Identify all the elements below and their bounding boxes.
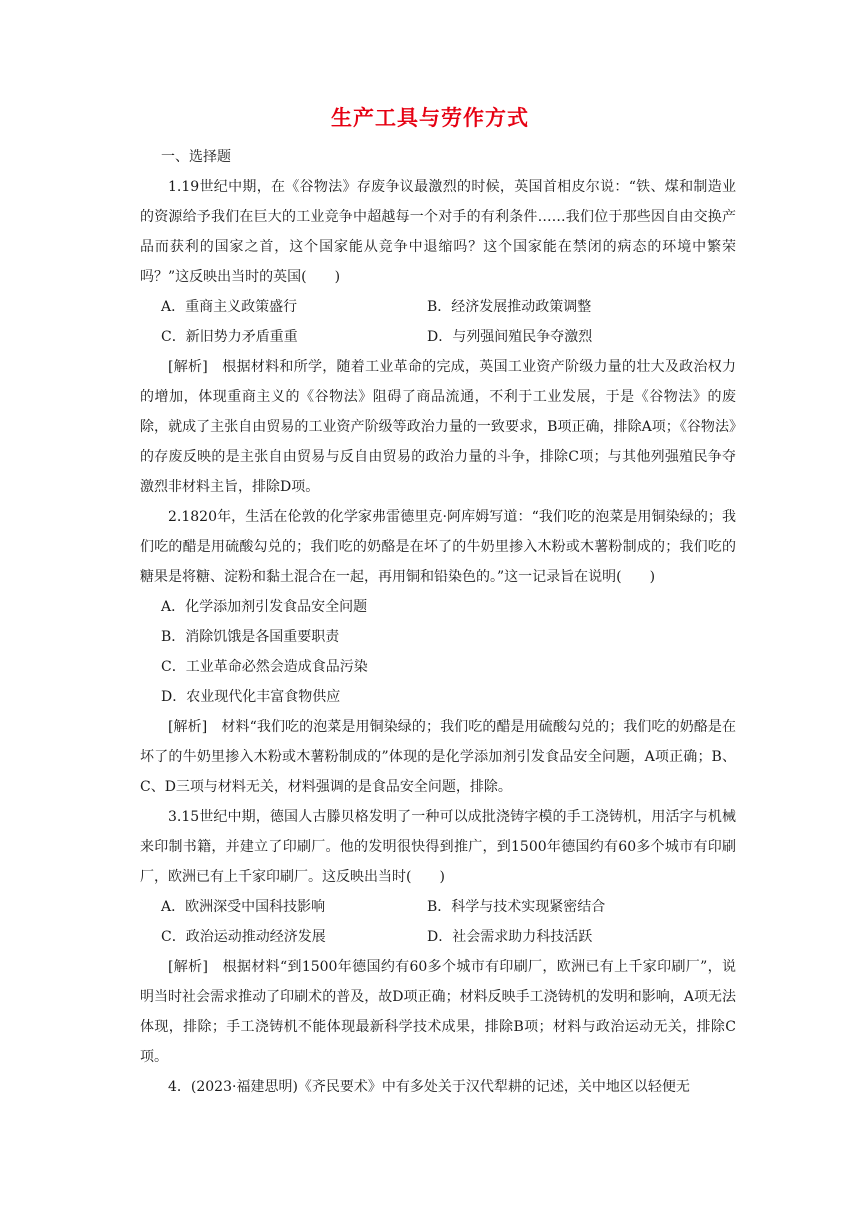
question-1-options-row-2: [140, 322, 736, 352]
question-2-analysis: [解析] 材料“我们吃的泡菜是用铜染绿的；我们吃的醋是用硫酸勾兑的；我们吃的奶酪是在坏了的牛奶里掺入木粉或木薯粉制成的”体现的是化学添加剂引发食品安全问题，A项正确；B、C、D三项与材料无关，材料强调的是食品安全问题，排除。: [140, 719, 736, 795]
question-1-stem: 1.19世纪中期，在《谷物法》存废争议最激烈的时候，英国首相皮尔说：“铁、煤和制造业的资源给予我们在巨大的工业竞争中超越每一个对手的有利条件……我们位于那些因自由交换产品而获利的国家之首，这个国家能从竞争中退缩吗？这个国家能在禁闭的病态的环境中繁荣吗？”这反映出当时的英国( ): [140, 179, 736, 285]
question-2-option-a: A．化学添加剂引发食品安全问题: [161, 599, 368, 615]
question-1-option-c: C．新旧势力矛盾重重: [161, 329, 298, 345]
section-heading: 一、选择题: [161, 149, 231, 165]
question-3-stem: 3.15世纪中期，德国人古滕贝格发明了一种可以成批浇铸字模的手工浇铸机，用活字与机械来印制书籍，并建立了印刷厂。他的发明很快得到推广，到1500年德国约有60多个城市有印刷厂，欧洲已有上千家印刷厂。这反映出当时( ): [140, 809, 736, 885]
question-2-option-b: B．消除饥饿是各国重要职责: [161, 629, 340, 645]
question-1-option-d: D．与列强间殖民争夺激烈: [427, 329, 593, 345]
question-2-option-d: D．农业现代化丰富食物供应: [161, 689, 341, 705]
question-1-option-b: B．经济发展推动政策调整: [427, 299, 592, 315]
question-2-stem: 2.1820年，生活在伦敦的化学家弗雷德里克·阿库姆写道：“我们吃的泡菜是用铜染绿的；我们吃的醋是用硫酸勾兑的；我们吃的奶酪是在坏了的牛奶里掺入木粉或木薯粉制成的；我们吃的糖果是将糖、淀粉和黏土混合在一起，再用铜和铅染色的。”这一记录旨在说明( ): [140, 509, 736, 585]
question-3-analysis: [解析] 根据材料“到1500年德国约有60多个城市有印刷厂，欧洲已有上千家印刷厂”，说明当时社会需求推动了印刷术的普及，故D项正确；材料反映手工浇铸机的发明和影响，A项无法体现，排除；手工浇铸机不能体现最新科学技术成果，排除B项；材料与政治运动无关，排除C项。: [140, 959, 736, 1065]
question-3-option-b: B．科学与技术实现紧密结合: [427, 899, 606, 915]
question-3-option-d: D．社会需求助力科技活跃: [427, 929, 593, 945]
question-2-option-c: C．工业革命必然会造成食品污染: [161, 659, 368, 675]
question-3-option-c: C．政治运动推动经济发展: [161, 929, 326, 945]
question-3-options-row-2: [140, 922, 736, 952]
question-1-option-a: A．重商主义政策盛行: [161, 299, 298, 315]
question-3-option-a: A．欧洲深受中国科技影响: [161, 899, 326, 915]
question-1-analysis: [解析] 根据材料和所学，随着工业革命的完成，英国工业资产阶级力量的壮大及政治权力的增加，体现重商主义的《谷物法》阻碍了商品流通，不利于工业发展，于是《谷物法》的废除，就成了主张自由贸易的工业资产阶级等政治力量的一致要求，B项正确，排除A项；《谷物法》的存废反映的是主张自由贸易与反自由贸易的政治力量的斗争，排除C项；与其他列强殖民争夺激烈非材料主旨，排除D项。: [140, 359, 736, 495]
document-body: [140, 142, 736, 1102]
document-title: 生产工具与劳作方式: [331, 105, 529, 130]
question-1-options-row-1: [140, 292, 736, 322]
question-3-options-row-1: [140, 892, 736, 922]
question-4-stem: 4．(2023·福建思明)《齐民要术》中有多处关于汉代犁耕的记述，关中地区以轻便无: [168, 1079, 690, 1095]
